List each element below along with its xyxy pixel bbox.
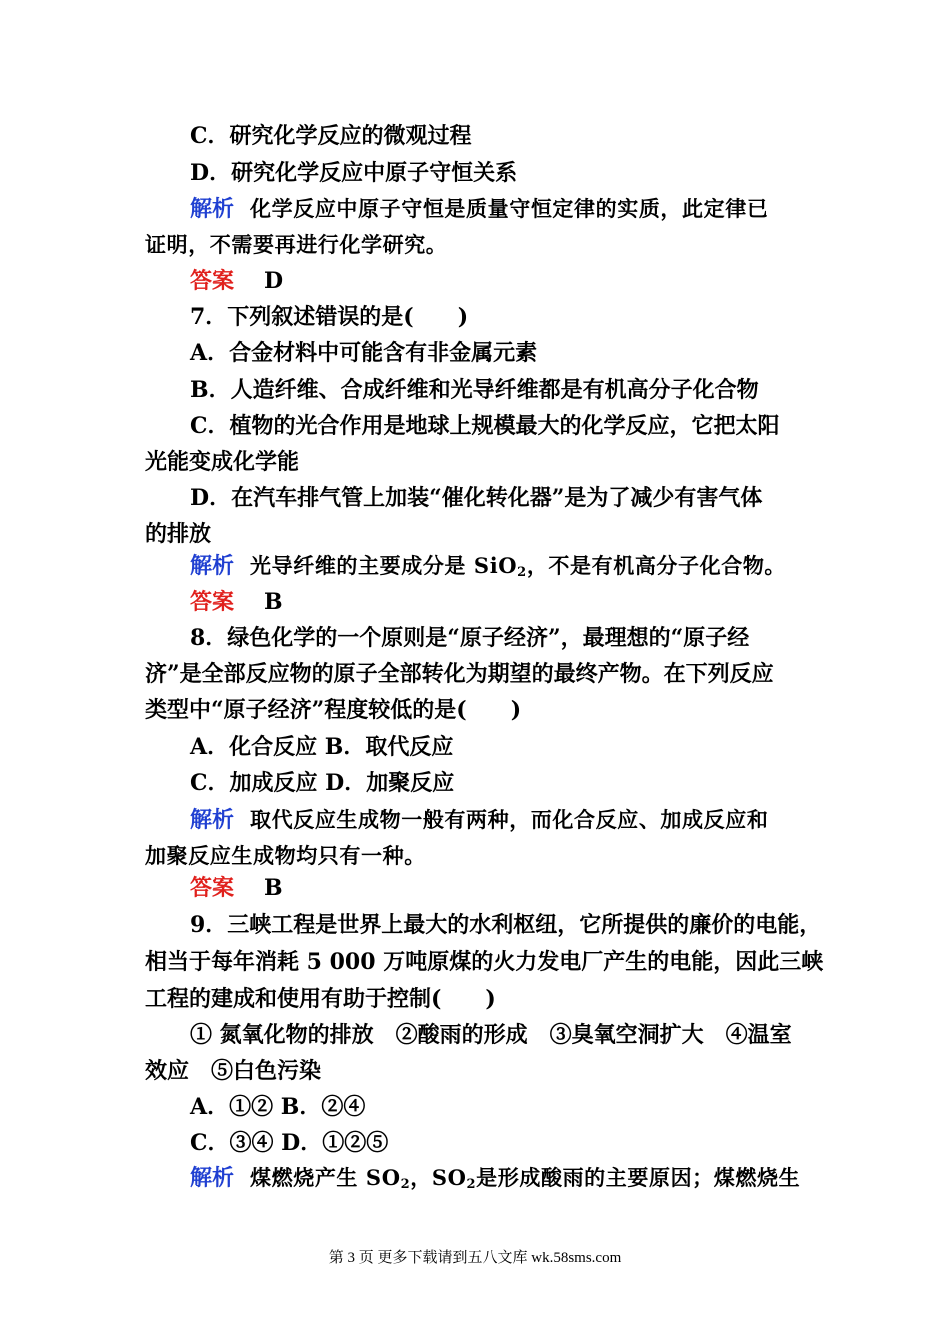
answer-label: 答案 <box>190 268 235 294</box>
q7-option-d-cont: 的排放 <box>145 521 212 547</box>
analysis-label: 解析 <box>190 1165 235 1191</box>
q7-option-c-cont: 光能变成化学能 <box>145 449 300 475</box>
analysis-line <box>190 805 870 835</box>
analysis-line <box>190 1163 870 1193</box>
question-8-cont: 类型中“原子经济”程度较低的是( ) <box>145 697 522 723</box>
analysis-text: 取代反应生成物一般有两种，而化合反应、加成反应和 <box>250 807 769 832</box>
subscript: 2 <box>400 1177 411 1192</box>
answer-value: D <box>264 268 284 294</box>
q8-options-ab: A．化合反应 B．取代反应 <box>190 734 454 760</box>
analysis-text: 煤燃烧产生 SO <box>250 1165 401 1190</box>
analysis-label: 解析 <box>190 196 235 222</box>
analysis-line <box>190 194 870 224</box>
answer-value: B <box>264 589 283 615</box>
question-8-cont: 济”是全部反应物的原子全部转化为期望的最终产物。在下列反应 <box>145 661 774 687</box>
question-9-cont: 相当于每年消耗 5 000 万吨原煤的火力发电厂产生的电能，因此三峡 <box>145 949 824 975</box>
analysis-label: 解析 <box>190 553 235 579</box>
subscript: 2 <box>517 565 527 580</box>
q9-options-ab: A．①② B．②④ <box>190 1094 366 1120</box>
analysis-text-cont: 证明，不需要再进行化学研究。 <box>145 232 448 257</box>
answer-value: B <box>264 875 283 901</box>
analysis-text: 光导纤维的主要成分是 SiO <box>250 553 518 578</box>
analysis-line <box>190 551 870 581</box>
q7-option-b: B．人造纤维、合成纤维和光导纤维都是有机高分子化合物 <box>190 377 759 403</box>
option-d: D．研究化学反应中原子守恒关系 <box>190 160 518 186</box>
subscript: 2 <box>466 1177 477 1192</box>
question-9: 9．三峡工程是世界上最大的水利枢纽，它所提供的廉价的电能， <box>190 912 822 938</box>
analysis-text: 是形成酸雨的主要原因；煤燃烧生 <box>476 1165 801 1190</box>
answer-label: 答案 <box>190 875 235 901</box>
q9-options-cd: C．③④ D．①②⑤ <box>190 1130 389 1156</box>
q7-option-a: A．合金材料中可能含有非金属元素 <box>190 340 538 366</box>
question-9-cont: 工程的建成和使用有助于控制( ) <box>145 986 496 1012</box>
option-c: C．研究化学反应的微观过程 <box>190 123 472 149</box>
q9-items: ① 氮氧化物的排放 ②酸雨的形成 ③臭氧空洞扩大 ④温室 <box>190 1022 792 1048</box>
analysis-text: 化学反应中原子守恒是质量守恒定律的实质，此定律已 <box>250 196 769 221</box>
page-footer: 第 3 页 更多下载请到五八文库 wk.58sms.com <box>328 1250 622 1266</box>
q8-options-cd: C．加成反应 D．加聚反应 <box>190 770 455 796</box>
answer-label: 答案 <box>190 589 235 615</box>
answer-line <box>190 587 870 617</box>
answer-line <box>190 266 870 296</box>
answer-line <box>190 873 870 903</box>
question-7: 7．下列叙述错误的是( ) <box>190 304 469 330</box>
q7-option-c: C．植物的光合作用是地球上规模最大的化学反应，它把太阳 <box>190 413 780 439</box>
question-8: 8．绿色化学的一个原则是“原子经济”，最理想的“原子经 <box>190 625 750 651</box>
analysis-text-cont: 加聚反应生成物均只有一种。 <box>145 843 426 868</box>
analysis-label: 解析 <box>190 807 235 833</box>
q7-option-d: D．在汽车排气管上加装“催化转化器”是为了减少有害气体 <box>190 485 763 511</box>
analysis-text: ，不是有机高分子化合物。 <box>526 553 787 578</box>
analysis-text: ，SO <box>410 1165 467 1190</box>
q9-items-cont: 效应 ⑤白色污染 <box>145 1058 322 1084</box>
